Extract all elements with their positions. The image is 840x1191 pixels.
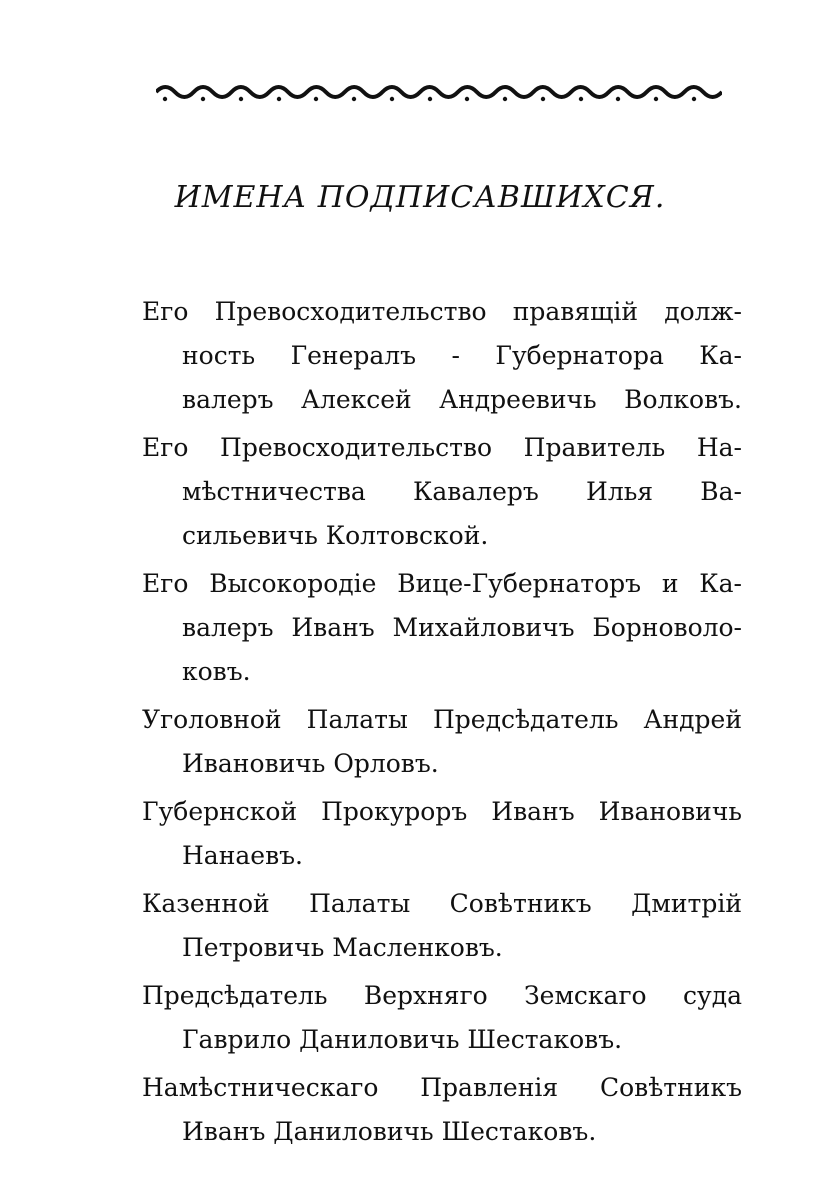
entry-line: ность Генералъ - Губернатора Ка- bbox=[182, 341, 742, 370]
entry-line: валеръ Алексей Андреевичь Волковъ. bbox=[182, 385, 742, 414]
signatory-entry bbox=[142, 974, 742, 1062]
entry-line: Его Высокородіе Вице-Губернаторъ и Ка- bbox=[142, 569, 742, 598]
signatory-entry bbox=[142, 790, 742, 878]
entry-line: Гаврило Даниловичь Шестаковъ. bbox=[182, 1025, 623, 1054]
signatory-entry bbox=[142, 1066, 742, 1154]
entry-line: Ивановичь Орловъ. bbox=[182, 749, 439, 778]
signatory-entry bbox=[142, 290, 742, 422]
entry-line: ковъ. bbox=[182, 657, 251, 686]
entry-line: Нанаевъ. bbox=[182, 841, 303, 870]
entry-line: Уголовной Палаты Предсѣдатель Андрей bbox=[142, 705, 742, 734]
entry-line: Губернской Прокуроръ Иванъ Ивановичь bbox=[142, 797, 742, 826]
entry-line: мѣстничества Кавалеръ Илья Ва- bbox=[182, 477, 742, 506]
entry-line: валеръ Иванъ Михайловичъ Борноволо- bbox=[182, 613, 742, 642]
entry-line: сильевичь Колтовской. bbox=[182, 521, 489, 550]
entry-line: Его Превосходительство Правитель На- bbox=[142, 433, 742, 462]
entry-line: Предсѣдатель Верхняго Земскаго суда bbox=[142, 981, 742, 1010]
entry-line: Намѣстническаго Правленія Совѣтникъ bbox=[142, 1073, 742, 1102]
signatories-list bbox=[142, 290, 742, 1158]
entry-line: Его Превосходительство правящій долж- bbox=[142, 297, 742, 326]
signatory-entry bbox=[142, 698, 742, 786]
signatory-entry bbox=[142, 882, 742, 970]
entry-line: Иванъ Даниловичь Шестаковъ. bbox=[182, 1117, 597, 1146]
signatory-entry bbox=[142, 426, 742, 558]
signatory-entry bbox=[142, 562, 742, 694]
entry-line: Петровичь Масленковъ. bbox=[182, 933, 503, 962]
entry-line: Казенной Палаты Совѣтникъ Дмитрій bbox=[142, 889, 742, 918]
decorative-ornament-band bbox=[156, 80, 722, 104]
page-title: ИМЕНА ПОДПИСАВШИХСЯ. bbox=[174, 180, 666, 215]
